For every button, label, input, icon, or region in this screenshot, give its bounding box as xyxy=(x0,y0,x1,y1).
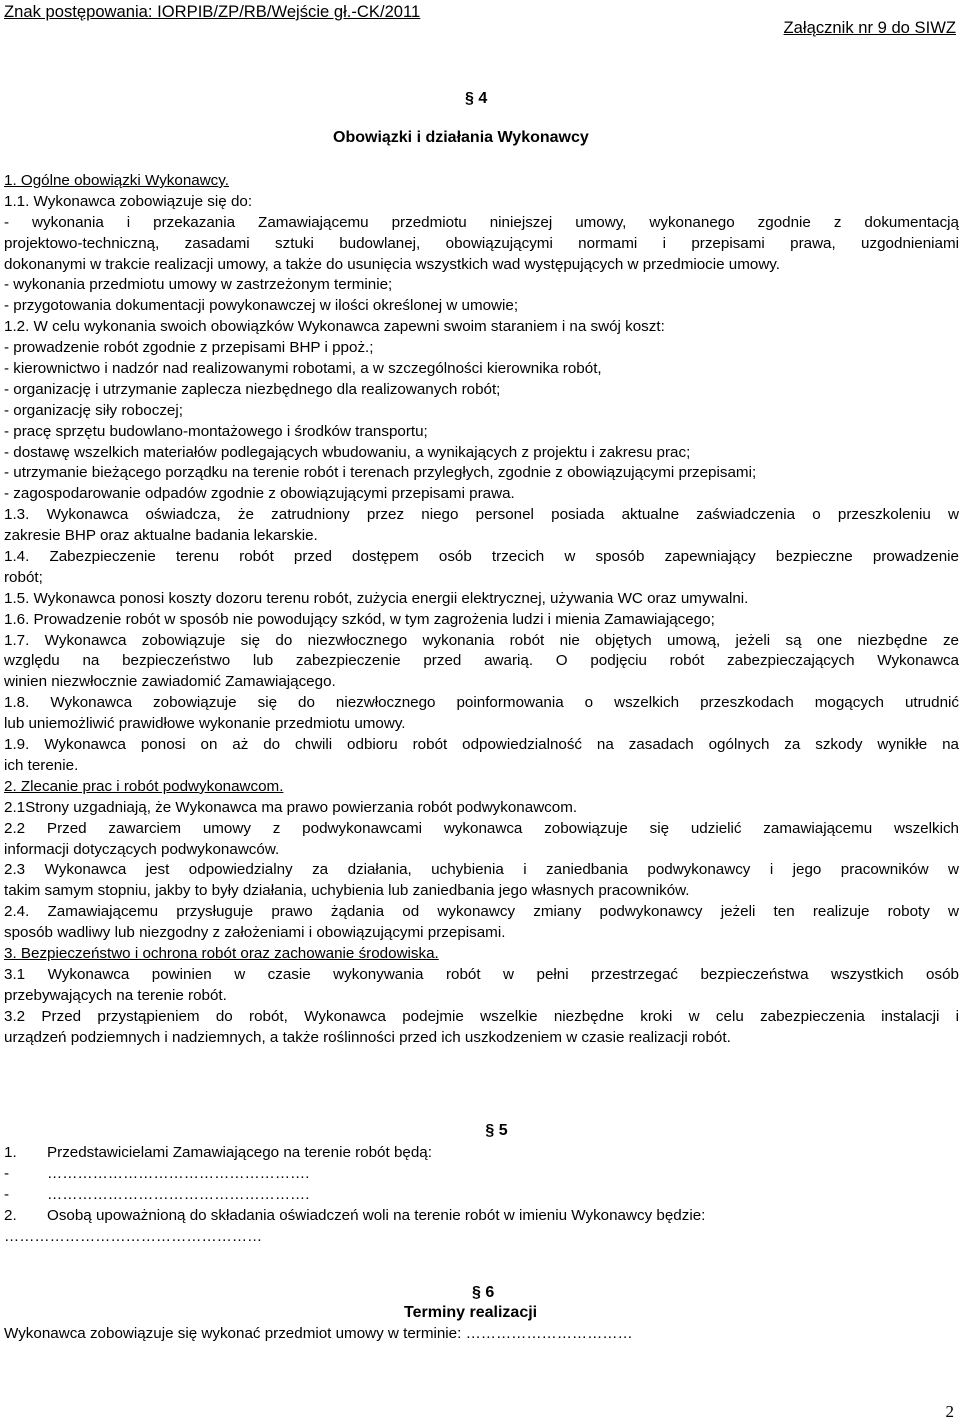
body-line-text: lub uniemożliwić prawidłowe wykonanie przedmiotu umowy. xyxy=(4,715,406,733)
representatives-label: Przedstawicielami Zamawiającego na terenie robót będą: xyxy=(47,1144,432,1161)
body-line-text: 1.4. Zabezpieczenie terenu robót przed dostępem osób trzecich w sposób zapewniający bezpieczne prowadzenie xyxy=(4,548,959,566)
authorized-person-label: Osobą upoważnioną do składania oświadczeń woli na terenie robót w imieniu Wykonawcy będzie: xyxy=(47,1207,706,1224)
body-line-text: względu na bezpieczeństwo lub zabezpieczenie przed awarią. O podjęciu robót zabezpieczających Wykonawca xyxy=(4,652,959,670)
item-number: 2. xyxy=(4,1207,17,1224)
section-4-title: Obowiązki i działania Wykonawcy xyxy=(333,129,589,146)
body-line xyxy=(4,359,959,380)
body-line-text: - organizację i utrzymanie zaplecza niezbędnego dla realizowanych robót; xyxy=(4,380,501,398)
body-line xyxy=(4,568,959,589)
body-line xyxy=(4,610,959,631)
annex-label: Załącznik nr 9 do SIWZ xyxy=(783,18,956,37)
body-line xyxy=(4,213,959,234)
body-line xyxy=(4,631,959,652)
body-line-text: - utrzymanie bieżącego porządku na terenie robót i terenach przyległych, zgodnie z obowiązującymi przepisami; xyxy=(4,464,757,482)
body-line xyxy=(4,777,959,798)
body-line-text: 1.3. Wykonawca oświadcza, że zatrudniony przez niego personel posiada aktualne zaświadczenia o przeszkoleniu w xyxy=(4,506,959,524)
body-line-text: urządzeń podziemnych i nadziemnych, a także roślinności przed ich uszkodzeniem w czasie realizacji robót. xyxy=(4,1028,731,1046)
body-line-text: 1.1. Wykonawca zobowiązuje się do: xyxy=(4,192,253,210)
body-line xyxy=(4,401,959,422)
body-line xyxy=(4,505,959,526)
page-number: 2 xyxy=(945,1402,954,1422)
body-line-text: 2.4. Zamawiającemu przysługuje prawo żądania od wykonawcy zmiany podwykonawcy jeżeli ten realizuje roboty w xyxy=(4,903,959,921)
body-line xyxy=(4,275,959,296)
placeholder-dots: ……………………………………………. xyxy=(47,1186,310,1203)
body-line xyxy=(4,547,959,568)
document-reference: Znak postępowania: IORPIB/ZP/RB/Wejście gł.-CK/2011 xyxy=(4,2,421,21)
body-line-text: - zagospodarowanie odpadów zgodnie z obowiązującymi przepisami prawa. xyxy=(4,485,515,503)
body-line-text: zakresie BHP oraz aktualne badania lekarskie. xyxy=(4,527,318,545)
body-line-text: 2.1Strony uzgadniają, że Wykonawca ma prawo powierzania robót podwykonawcom. xyxy=(4,798,578,816)
body-line xyxy=(4,651,959,672)
body-line-text: - wykonania przedmiotu umowy w zastrzeżonym terminie; xyxy=(4,276,393,294)
body-line xyxy=(4,798,959,819)
body-line-text: 3.2 Przed przystąpieniem do robót, Wykonawca podejmie wszelkie niezbędne kroki w celu zabezpieczenia instalacji i xyxy=(4,1007,959,1025)
section-6-number: § 6 xyxy=(472,1284,495,1301)
body-line xyxy=(4,902,959,923)
body-line xyxy=(4,443,959,464)
body-line-text: 1.9. Wykonawca ponosi on aż do chwili odbioru robót odpowiedzialność na zasadach ogólnych za szkody wynikłe na xyxy=(4,736,959,754)
body-line xyxy=(4,756,959,777)
body-line xyxy=(4,463,959,484)
section-5 xyxy=(4,1122,959,1248)
body-line-text: 2.2 Przed zawarciem umowy z podwykonawcami wykonawca zobowiązuje się udzielić zamawiającemu wszelkich xyxy=(4,819,959,837)
list-dash: - xyxy=(4,1186,10,1203)
body-line xyxy=(4,589,959,610)
body-line-text: - organizację siły roboczej; xyxy=(4,401,183,419)
body-line-text: - pracę sprzętu budowlano-montażowego i środków transportu; xyxy=(4,422,428,440)
body-line-text: 1.2. W celu wykonania swoich obowiązków Wykonawca zapewni swoim staraniem i na swój koszt: xyxy=(4,318,665,336)
body-line-text: 1.7. Wykonawca zobowiązuje się do niezwłocznego wykonania robót nie objętych umową, jeżeli są one niezbędne ze xyxy=(4,631,959,649)
list-dash: - xyxy=(4,1165,10,1182)
body-line-text: 3.1 Wykonawca powinien w czasie wykonywania robót w pełni przestrzegać bezpieczeństwa wszystkich osób xyxy=(4,965,959,983)
body-line-text: projektowo-techniczną, zasadami sztuki budowlanej, obowiązującymi normami i przepisami prawa, uzgodnieniami xyxy=(4,234,959,252)
body-line xyxy=(4,317,959,338)
body-line-text: - przygotowania dokumentacji powykonawczej w ilości określonej w umowie; xyxy=(4,297,519,315)
body-line xyxy=(4,380,959,401)
completion-term-text: Wykonawca zobowiązuje się wykonać przedmiot umowy w terminie: …………………………… xyxy=(4,1325,633,1342)
body-line-text: ich terenie. xyxy=(4,756,79,774)
body-line xyxy=(4,735,959,756)
body-line xyxy=(4,672,959,693)
section-6-title: Terminy realizacji xyxy=(404,1304,538,1321)
body-line xyxy=(4,338,959,359)
body-line-text: winien niezwłocznie zawiadomić Zamawiającego. xyxy=(4,673,336,691)
body-line-text: informacji dotyczących podwykonawców. xyxy=(4,840,280,858)
body-line xyxy=(4,192,959,213)
body-line xyxy=(4,1007,959,1028)
body-line-text: dokonanymi w trakcie realizacji umowy, a także do usunięcia wszystkich wad występujących w przedmiocie umowy. xyxy=(4,255,780,273)
body-line xyxy=(4,881,959,902)
body-line xyxy=(4,422,959,443)
body-line-text: sposób wadliwy lub niezgodny z założeniami i obowiązującymi przepisami. xyxy=(4,924,506,942)
item-number: 1. xyxy=(4,1144,17,1161)
section-5-number: § 5 xyxy=(485,1122,508,1139)
section-4-number: § 4 xyxy=(465,90,488,107)
placeholder-dots: ……………………………………………. xyxy=(47,1165,310,1182)
body-line xyxy=(4,171,959,192)
body-line-text: - dostawę wszelkich materiałów podlegających wbudowaniu, a wynikających z projektu i zakresu prac; xyxy=(4,443,691,461)
body-line xyxy=(4,860,959,881)
body-line-text: takim samym stopniu, jakby to były działania, uchybienia lub zaniedbania jego własnych pracowników. xyxy=(4,882,690,900)
body-line-text: 1.5. Wykonawca ponosi koszty dozoru terenu robót, zużycia energii elektrycznej, używania WC oraz umywalni. xyxy=(4,589,749,607)
body-line xyxy=(4,986,959,1007)
body-line xyxy=(4,255,959,276)
body-line xyxy=(4,526,959,547)
body-line-text: - wykonania i przekazania Zamawiającemu przedmiotu niniejszej umowy, wykonanego zgodnie z dokumentacją xyxy=(4,213,959,231)
body-line-text: - kierownictwo i nadzór nad realizowanymi robotami, a w szczególności kierownika robót, xyxy=(4,360,602,378)
body-line xyxy=(4,1028,959,1049)
body-line-text: 2.3 Wykonawca jest odpowiedzialny za działania, uchybienia i zaniedbania podwykonawcy i jego pracowników w xyxy=(4,861,959,879)
body-line-text: przebywających na terenie robót. xyxy=(4,986,227,1004)
placeholder-dots: …………………………………………… xyxy=(4,1228,263,1245)
body-line-text: 2. Zlecanie prac i robót podwykonawcom. xyxy=(4,777,284,795)
body-line xyxy=(4,296,959,317)
body-line-text: 1.8. Wykonawca zobowiązuje się do niezwłocznego poinformowania o wszelkich przeszkodach mogących utrudnić xyxy=(4,694,959,712)
section-4-body xyxy=(4,171,959,1048)
body-line-text: - prowadzenie robót zgodnie z przepisami BHP i ppoż.; xyxy=(4,339,374,357)
body-line-text: 1. Ogólne obowiązki Wykonawcy. xyxy=(4,172,229,189)
body-line xyxy=(4,965,959,986)
body-line xyxy=(4,714,959,735)
body-line-text: 1.6. Prowadzenie robót w sposób nie powodujący szkód, w tym zagrożenia ludzi i mienia Zamawiającego; xyxy=(4,610,715,628)
body-line xyxy=(4,234,959,255)
body-line xyxy=(4,484,959,505)
body-line-text: robót; xyxy=(4,568,43,586)
body-line xyxy=(4,840,959,861)
body-line xyxy=(4,944,959,965)
body-line xyxy=(4,693,959,714)
body-line-text: 3. Bezpieczeństwo i ochrona robót oraz zachowanie środowiska. xyxy=(4,944,439,962)
body-line xyxy=(4,923,959,944)
body-line xyxy=(4,819,959,840)
